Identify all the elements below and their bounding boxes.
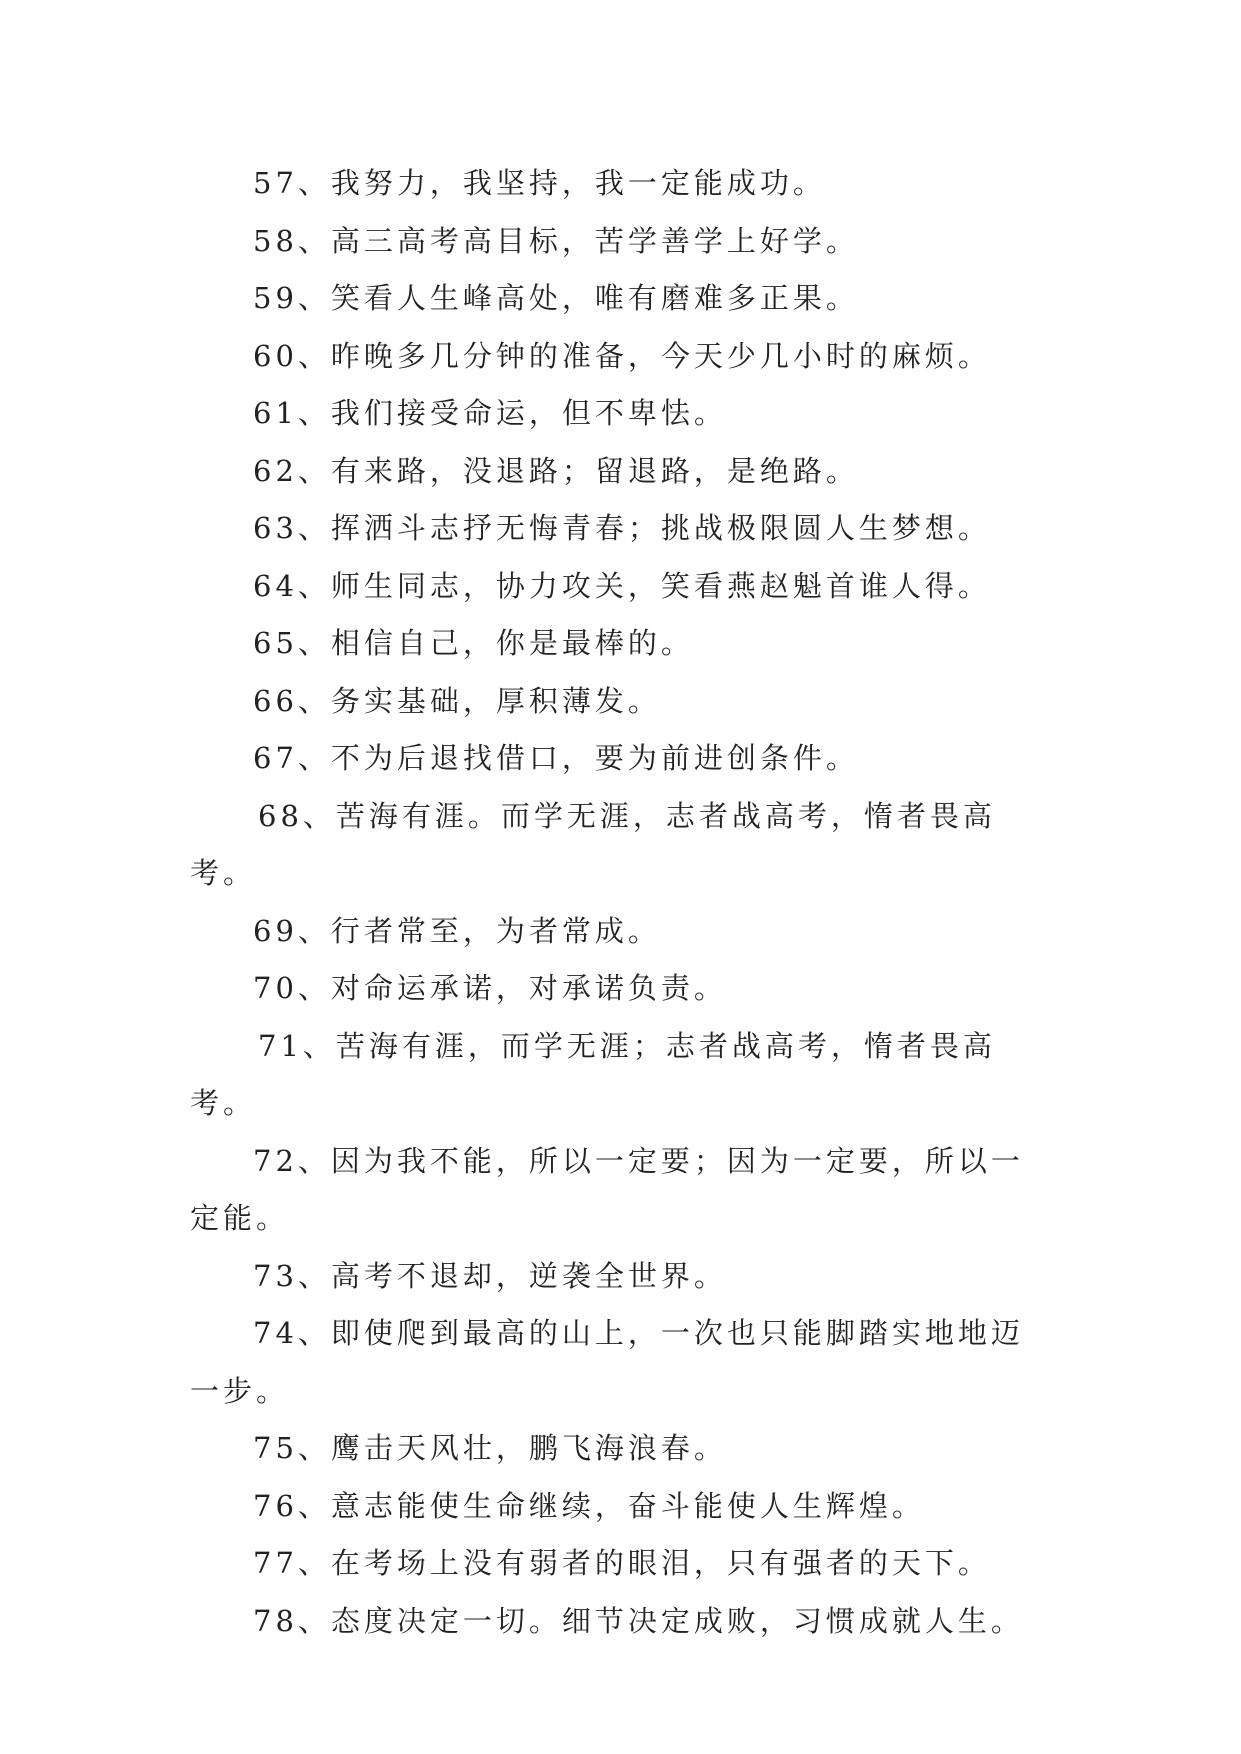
quote-63: 63、挥洒斗志抒无悔青春；挑战极限圆人生梦想。 (253, 511, 991, 545)
quote-59: 59、笑看人生峰高处，唯有磨难多正果。 (253, 281, 859, 315)
quote-65: 65、相信自己，你是最棒的。 (253, 626, 694, 660)
quote-62: 62、有来路，没退路；留退路，是绝路。 (253, 453, 859, 488)
quote-72: 72、因为我不能，所以一定要；因为一定要，所以一定能。 (190, 1143, 1024, 1235)
quote-70: 70、对命运承诺，对承诺负责。 (253, 971, 727, 1005)
quote-57: 57、我努力，我坚持，我一定能成功。 (253, 166, 826, 200)
quote-69: 69、行者常至，为者常成。 (253, 913, 661, 948)
quote-58: 58、高三高考高目标，苦学善学上好学。 (253, 223, 859, 258)
quote-60: 60、昨晚多几分钟的准备，今天少几小时的麻烦。 (253, 338, 991, 373)
quote-67: 67、不为后退找借口，要为前进创条件。 (253, 741, 859, 775)
quote-76: 76、意志能使生命继续，奋斗能使人生辉煌。 (253, 1488, 925, 1523)
quote-61: 61、我们接受命运，但不卑怯。 (253, 396, 727, 430)
quote-78: 78、态度决定一切。细节决定成败，习惯成就人生。 (253, 1603, 1024, 1638)
quote-66: 66、务实基础，厚积薄发。 (253, 683, 661, 718)
quote-77: 77、在考场上没有弱者的眼泪，只有强者的天下。 (253, 1546, 991, 1580)
quote-64: 64、师生同志，协力攻关，笑看燕赵魁首谁人得。 (253, 568, 991, 603)
quote-73: 73、高考不退却，逆袭全世界。 (253, 1258, 727, 1293)
quote-74: 74、即使爬到最高的山上，一次也只能脚踏实地地迈一步。 (190, 1316, 1024, 1408)
quote-71: 71、苦海有涯，而学无涯；志者战高考，惰者畏高考。 (190, 1028, 996, 1120)
quote-75: 75、鹰击天风壮，鹏飞海浪春。 (253, 1431, 727, 1465)
quote-68: 68、苦海有涯。而学无涯，志者战高考，惰者畏高考。 (190, 798, 996, 890)
quote-list (190, 155, 1050, 1650)
